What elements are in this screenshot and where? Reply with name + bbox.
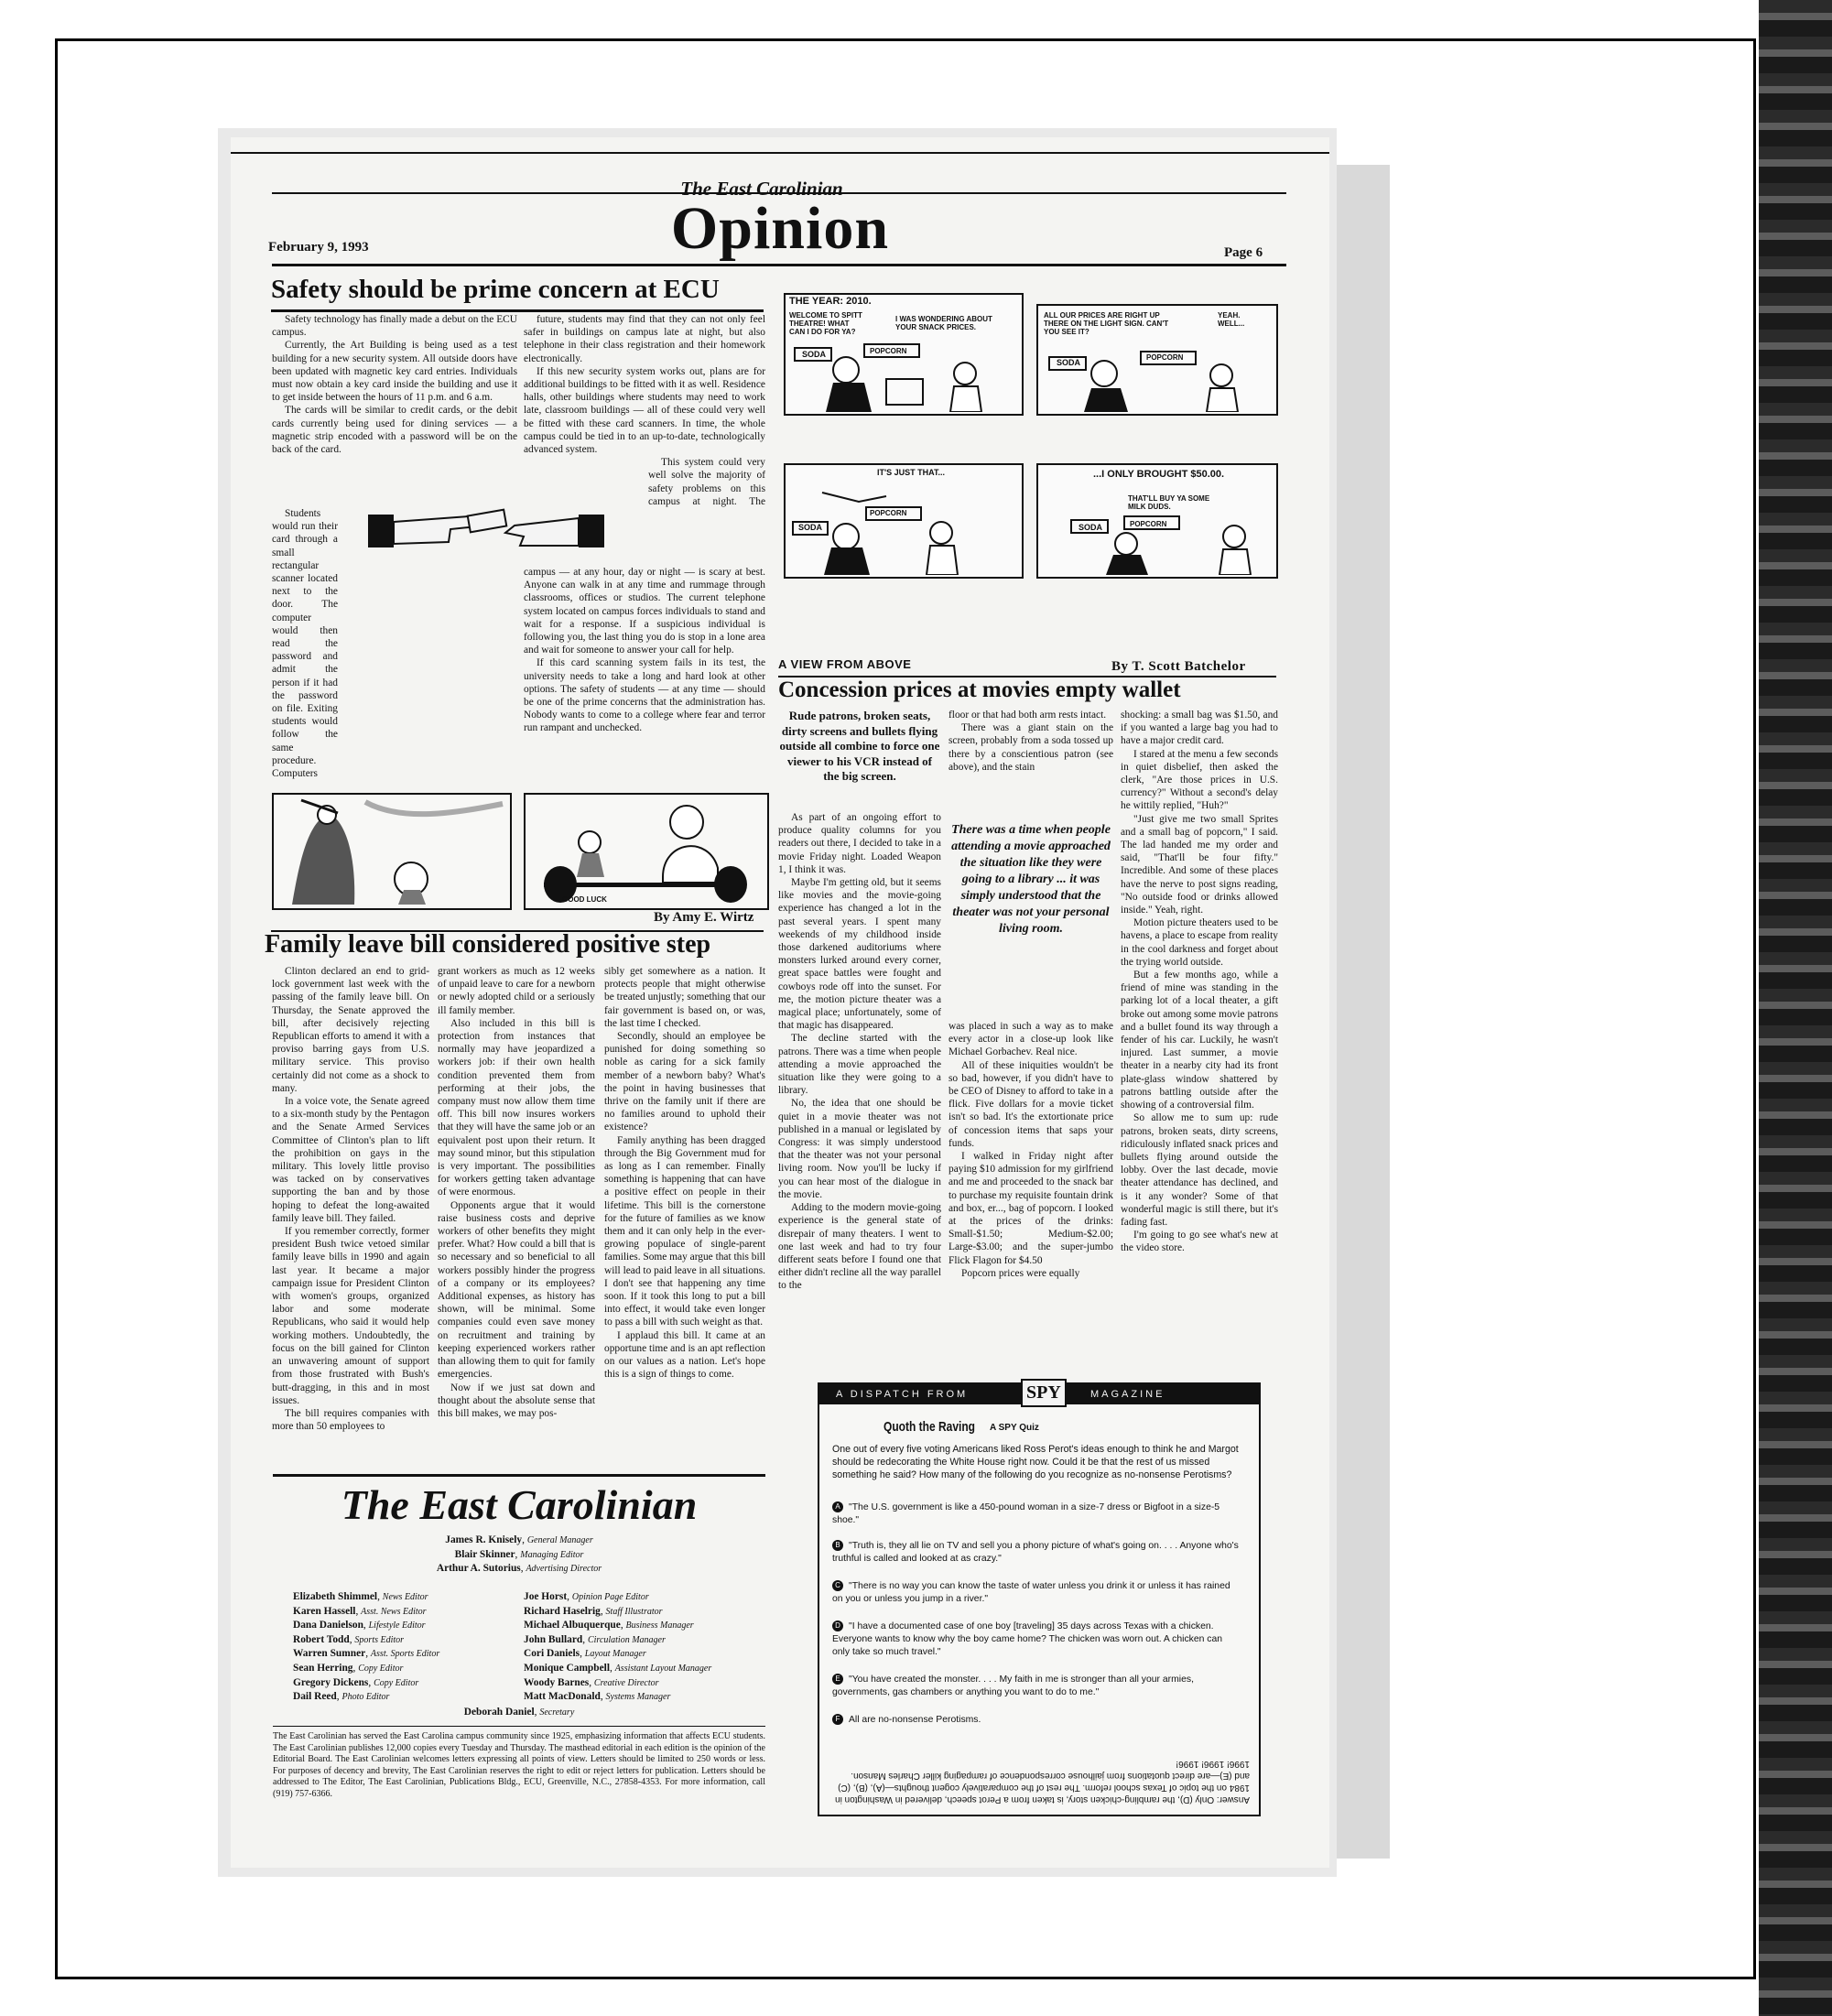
editorial-col2 [524,313,765,507]
comic-panel-2 [1036,304,1278,416]
item-text: "I have a documented case of one boy [traveling] 35 days across Texas with a chicken. Everyone wants to know why the boy came home? The chicken was worn out. A chicken can only take so much travel." [832,1621,1223,1657]
paragraph: This system could very well solve the majority of safety problems on this campus at night. The [648,457,765,507]
flag: The East Carolinian [680,178,843,200]
paragraph: In a voice vote, the Senate agreed to a six-month study by the Pentagon and the Senate Armed Services Committee of Clinton's plan to lift the prohibition on gays in the military. This lovely little proviso was tacked on by conservatives supporting the ban and by those hoping to defeat the long-awaited family leave bill. They failed. [272,1096,429,1224]
paragraph: Secondly, should an employee be punished for doing something so noble as caring for a sick family member of a newborn baby? What's the point in having businesses that thrive on the family unit if there are no families around to uphold their existence? [604,1031,765,1133]
paragraph: I walked in Friday night after paying $10 admission for my girlfriend and me and proceeded to the snack bar to purchase my requisite fountain drink and box, er..., bag of popcorn. I looked at the prices of the drinks: Small-$1.50; Medium-$2.00; Large-$3.00; and the super-jumbo Flick Flagon for $4.50 [949,1151,1113,1266]
staff-entry: Dana Danielson, Lifestyle Editor [293,1620,426,1631]
masthead-bottom: Deborah Daniel, Secretary [463,1707,575,1718]
staff-role: Staff Illustrator [605,1606,663,1617]
staff-role: Business Manager [625,1620,694,1631]
item-letter: C [832,1580,843,1591]
staff-name: Robert Todd [293,1633,350,1645]
staff-entry: Matt MacDonald, Systems Manager [524,1691,671,1703]
sleeve-right [579,515,604,547]
speech-bubble: THAT'LL BUY YA SOME MILK DUDS. [1128,494,1210,511]
speech-bubble: YEAH. WELL... [1218,311,1245,328]
family-headline: Family leave bill considered positive step [265,930,711,959]
editorial-rule [271,309,764,312]
staff-name: Warren Sumner [293,1648,366,1660]
paragraph: The decline started with the patrons. There was a time when people attending a movie approached the situation like they were going to a library. [778,1033,941,1097]
paragraph: So allow me to sum up: rude patrons, broken seats, dirty screens, ridiculously inflated snack prices and bullets flying around outside the lobby. Over the last decade, movie theater attendance has declined, and is it any wonder? Some of that wonderful magic is still there, but it's fading fast. [1121,1112,1278,1228]
comic-caption: THE YEAR: 2010. [789,296,872,307]
column-deck: Rude patrons, broken seats, dirty screens and bullets flying outside all combine to force one viewer to his VCR instead of the big screen. [779,709,940,783]
staff-entry: Dail Reed, Photo Editor [293,1691,390,1703]
comic-panel-3 [784,463,1024,579]
paragraph: No, the idea that one should be quiet in a movie theater was not published in a manual or legislated by Congress: it was simply understood that the theater was not your personal living room. Now you'll be lucky if you can hear most of the dialogue in the movie. [778,1098,941,1200]
staff-role: Photo Editor [341,1692,390,1703]
paragraph: I'm going to go see what's new at the video store. [1121,1230,1278,1254]
speech-bubble: IT'S JUST THAT... [877,468,945,477]
comic-art [786,489,1018,575]
item-text: "There is no way you can know the taste of water unless you drink it or unless it has rained on you or unless you jump in a river." [832,1581,1230,1604]
paragraph: There was a giant stain on the screen, probably from a soda tossed up there by a conscientious patron (see above), and the stain [949,722,1113,773]
column-col2a [949,709,1113,780]
paragraph: If this new security system works out, plans are for additional buildings to be fitted with it as well. Residence halls, other buildings where students may need to work late, classroom buildings — all of these could very well be fitted with these card scanners. In time, the whole campus could be tied in to an up-to-date, technologically advanced system. [524,365,765,456]
spy-answer: Answer: Only (D), the rambling-chicken story, is taken from a Perot speech, delivered in Washington in 1984 on the topic of Texas school reform. The rest of the comparatively cogent thoughts—(A), (B), (C) and (E)—are direct quotations from jailhouse correspondence of rampaging killer Charles Manson. 1996! 1996! 1996! [835,1759,1250,1805]
staff-entry: Robert Todd, Sports Editor [293,1633,405,1645]
spy-banner [819,1384,1259,1404]
family-col1 [272,965,429,1463]
column-kicker: A VIEW FROM ABOVE [778,657,912,671]
item-text: All are no-nonsense Perotisms. [849,1715,981,1725]
paragraph: Adding to the modern movie-going experience is the general state of disrepair of many theaters. I went to one last week and had to try four different seats before I found one that either didn't recline all the way parallel to the [778,1202,941,1292]
paragraph: If you remember correctly, former president Bush twice vetoed similar family leave bills in 1990 and again last year. It became a major campaign issue for President Clinton with women's groups, organized labor and some moderate Republicans, who said it would help working mothers. Undoubtedly, the focus on the bill gained for Clinton an unwavering amount of support from those frustrated with Bush's butt-dragging, in this and in most issues. [272,1226,429,1406]
staff-role: Layout Manager [584,1649,646,1660]
scan-edge [1759,0,1832,2016]
staff-name: Karen Hassell [293,1605,356,1617]
page-number: Page 6 [1224,245,1263,260]
sign-popcorn: POPCORN [870,347,907,355]
cartoon-byline: By Amy E. Wirtz [654,910,754,925]
paragraph: Motion picture theaters used to be havens, a place to escape from reality in the cool darkness and forget about the trying world outside. [1121,917,1278,968]
paragraph: campus — at any hour, day or night — is scary at best. Anyone can walk in at any time and rummage through classrooms, offices or studios. The current telephone system located on campus forces individuals to stand and wait for a response. If a suspicious individual is following you, the last thing you do is stop in a lone area and wait for someone to answer your call for help. [524,567,765,656]
staff-role: Circulation Manager [587,1634,666,1645]
speech-bubble: ...I ONLY BROUGHT $50.00. [1093,469,1225,480]
staff-name: Monique Campbell [524,1662,610,1674]
staff-name: Richard Haselrig [524,1605,601,1617]
spy-logo: SPY [1021,1379,1067,1407]
pull-quote: There was a time when people attending a movie approached the situation like they were going to a library ... it was simply understood that the theater was not your personal living room. [951,823,1111,936]
masthead-divider [273,1726,765,1727]
editorial-col2b [524,566,765,782]
sign-popcorn: POPCORN [1146,353,1184,362]
paragraph: grant workers as much as 12 weeks of unpaid leave to care for a newborn or newly adopted child or a seriously ill family member. [438,966,595,1016]
column-byline: By T. Scott Batchelor [1111,659,1246,674]
top-edge-rule [231,152,1329,154]
quiz-item [832,1674,1241,1699]
paragraph: Maybe I'm getting old, but it seems like movies and the movie-going experience has changed a lot in the past several years. I spent many weekends of my childhood inside those darkened auditoriums where monsters lurked around every corner, great space battles were fought and cowboys rode off into the sunset. For me, the motion picture theater was a magical place; unfortunately, some of that magic has disappeared. [778,877,941,1032]
column-col3 [1121,709,1278,1463]
paragraph: If this card scanning system fails in its test, the university needs to take a long and hard look at other options. The safety of students — at any time — should be one of the prime concerns that the administration has. Nobody wants to come to a college where fear and terror run rampant and unchecked. [524,657,765,734]
staff-name: Dail Reed [293,1691,337,1703]
quiz-item [832,1501,1241,1527]
staff-name: James R. Knisely [445,1534,523,1545]
staff-entry: Richard Haselrig, Staff Illustrator [524,1605,663,1617]
paragraph: Currently, the Art Building is being used as a test building for a new security system. All outside doors have been updated with magnetic key card entries. Individuals must now obtain a key card inside the building and use it to get inside between the hours of 11 p.m. and 6 a.m. [272,340,517,404]
staff-role: Copy Editor [374,1677,419,1688]
paragraph: Clinton declared an end to grid-lock government last week with the passing of the family leave bill. On Thursday, the Senate approved the bill, after decisively rejecting Republican efforts to amend it with a proviso barring gays from U.S. military service. This proviso certainly did not come as a shock to many. [272,966,429,1094]
staff-name: Joe Horst [524,1591,568,1602]
staff-entry: Woody Barnes, Creative Director [524,1676,659,1688]
comic-panel-4 [1036,463,1278,579]
staff-name: Elizabeth Shimmel [293,1591,378,1602]
staff-entry: Elizabeth Shimmel, News Editor [293,1591,428,1602]
item-letter: B [832,1540,843,1551]
staff-name: Cori Daniels [524,1648,580,1660]
staff-name: Gregory Dickens [293,1676,369,1688]
staff-entry: Warren Sumner, Asst. Sports Editor [293,1648,440,1660]
cartoon-art [274,795,510,908]
paragraph: future, students may find that they can not only feel safer in buildings on campus late at night, but also telephone in their class registration and their homework electronically. [524,314,765,364]
family-col2 [438,965,595,1463]
quiz-item [832,1714,1241,1727]
staff-entry: John Bullard, Circulation Manager [524,1633,666,1645]
sign-soda: SODA [1057,358,1081,367]
staff-entry: Gregory Dickens, Copy Editor [293,1676,419,1688]
editorial-col1b [272,507,517,782]
staff-role: Assistant Layout Manager [614,1663,712,1674]
paragraph: Students would run their card through a small rectangular scanner located next to the door. The computer would then read the password and admit the person if it had the password on file. Exiting students would follow the same procedure. Computers [272,508,338,780]
staff-name: Matt MacDonald [524,1691,601,1703]
staff-entry: Monique Campbell, Assistant Layout Manager [524,1662,712,1674]
masthead-top [273,1534,765,1577]
masthead-left [293,1590,522,1705]
masthead-right [524,1590,765,1705]
paragraph: was placed in such a way as to make every actor in a close-up look like Michael Gorbachev. Real nice. [949,1021,1113,1058]
spy-bar-left: A DISPATCH FROM [836,1389,969,1400]
quiz-item [832,1540,1241,1566]
comic-panel-1 [784,293,1024,416]
paragraph: Popcorn prices were equally [961,1267,1080,1279]
staff-name: Dana Danielson [293,1620,363,1631]
paragraph: But a few months ago, while a friend of mine was standing in the parking lot of a local theater, a gift broke out among some movie patrons and a bullet found its way through a fender of his car. Luckily, he wasn't injured. Last summer, a movie theater in a nearby city had its front plate-glass window shattered by patrons battling outside after the showing of a controversial film. [1121,970,1278,1111]
paragraph: Also included in this bill is protection from instances that normally may have jeopardized a workers job: if their own health condition prevented them from performing at their jobs, the company must now allow them time off. This bill now insures workers that they will have the same job or an equivalent post upon their return. It may sound minor, but this stipulation is very important. The possibilities for workers getting taken advantage of were enormous. [438,1017,595,1198]
quiz-item [832,1620,1241,1659]
cartoon-art [526,795,767,908]
spy-title: Quoth the Raving [883,1419,975,1435]
staff-name: Arthur A. Sutorius [436,1563,521,1575]
staff-role: Creative Director [593,1677,659,1688]
newspaper-page [231,137,1329,1868]
issue-date: February 9, 1993 [268,240,369,255]
staff-role: Lifestyle Editor [368,1620,426,1631]
sign-soda: SODA [1079,523,1103,532]
comic-art [1038,509,1273,575]
paragraph: The cards will be similar to credit cards, or the debit cards currently being used for dining services — a magnetic strip encoded with a password will be on the back of the card. [272,405,517,456]
sign-popcorn: POPCORN [1130,520,1167,528]
sign-soda: SODA [798,523,823,532]
paragraph: All of these iniquities wouldn't be so bad, however, if you didn't have to be CEO of Disney to afford to take in a flick. Five dollars for a movie ticket isn't so bad. It's the extortionate price of concession items that saps your funds. [949,1059,1113,1149]
masthead-box [273,1474,765,1825]
masthead-note: The East Carolinian has served the East Carolina campus community since 1925, emphasizing information that affects ECU students. The East Carolinian publishes 12,000 copies every Tuesday and Thursday. The masthead editorial in each edition is the opinion of the Editorial Board. The East Carolinian welcomes letters expressing all points of view. Letters should be limited to 250 words or less. For purposes of decency and brevity, The East Carolinian reserves the right to edit or reject letters for publication. Letters should be addressed to The Editor, The East Carolinian, Publications Bldg., ECU, Greenville, N.C., 27858-4353. For more information, call (919) 757-6366. [273,1731,765,1799]
paragraph: I stared at the menu a few seconds in quiet disbelief, then asked the clerk, "Are those prices in U.S. currency?" Without a second's delay he wittily replied, "Huh?" [1121,748,1278,812]
paragraph: Now if we just sat down and thought about the absolute sense that this bill makes, we may pos- [438,1382,595,1419]
staff-entry: Joe Horst, Opinion Page Editor [524,1591,649,1602]
staff-entry: Michael Albuquerque, Business Manager [524,1620,694,1631]
item-text: "Truth is, they all lie on TV and sell you a phony picture of what's going on. . . . Anyone who's truthful is called and looked at as crazy." [832,1541,1239,1564]
paragraph: sibly get somewhere as a nation. It protects people that might otherwise be treated unjustly; something that our fair government is based on, or was, the last time I checked. [604,966,765,1029]
header-bottom-rule [272,264,1286,266]
item-text: "You have created the monster. . . . My faith in me is stronger than all your armies, governments, gas chambers or anything you want to do to me." [832,1675,1194,1697]
staff-role: Systems Manager [605,1692,671,1703]
staff-entry: James R. Knisely, General Manager [445,1534,593,1545]
paragraph: Opponents argue that it would raise business costs and deprive workers of other benefits they might prefer. What? How could a bill that is so necessary and so beneficial to all workers possibly hinder the progress of a company or its employees? Additional expenses, as history has shown, will be minimal. Some companies could even save money on recruitment and training by keeping experienced workers rather than allowing them to quit for family emergencies. [438,1199,595,1381]
masthead-title: The East Carolinian [341,1481,698,1528]
spy-quiz-box [818,1382,1261,1816]
paragraph: As part of an ongoing effort to produce quality columns for you readers out there, I decided to take in a movie Friday night. Loaded Weapon 1, I think it was. [778,812,941,875]
paragraph: I applaud this bill. It came at an opportune time and is an apt reflection on our values as a nation. Let's hope this is a sign of things to come. [604,1329,765,1381]
editorial-cartoon-left [272,793,512,910]
staff-entry: Blair Skinner, Managing Editor [454,1548,584,1560]
staff-name: Michael Albuquerque [524,1620,621,1631]
spy-bar-right: MAGAZINE [1090,1389,1165,1400]
family-col3 [604,965,765,1463]
staff-name: Deborah Daniel [463,1707,535,1718]
staff-role: Asst. News Editor [361,1606,427,1617]
paragraph: Family anything has been dragged through the Big Government mud for as long as I can remember. Finally something is happening that can have a positive effect on people in their lifetime. This bill is the cornerstone for the future of families as we know them and it can only help in the ever-growing populace of single-parent families. Some may argue that this bill will lead to paid leave in all situations. I don't see that happening any time soon. If it took this long to put a bill into effect, it would take even longer to pass a bill with such weight as that. [604,1134,765,1328]
item-letter: A [832,1501,843,1512]
scan-backing-right [1337,165,1390,1859]
staff-role: Managing Editor [520,1549,584,1560]
staff-name: John Bullard [524,1633,583,1645]
staff-role: Copy Editor [358,1663,404,1674]
paragraph: shocking: a small bag was $1.50, and if you wanted a large bag you had to have a major credit card. [1121,710,1278,747]
paragraph: floor or that had both arm rests intact. [949,710,1107,721]
column-col1 [778,811,941,1463]
item-text: "The U.S. government is like a 450-pound woman in a size-7 dress or Bigfoot in a size-5 shoe." [832,1502,1220,1525]
item-letter: D [832,1620,843,1631]
staff-role: General Manager [526,1535,593,1545]
paragraph: Safety technology has finally made a debut on the ECU campus. [272,314,517,339]
staff-role: Asst. Sports Editor [370,1649,440,1660]
staff-entry: Cori Daniels, Layout Manager [524,1648,646,1660]
sign-soda: SODA [802,350,827,359]
editorial-col1 [272,313,517,507]
item-letter: F [832,1714,843,1725]
staff-role: Advertising Director [526,1564,602,1575]
editorial-headline: Safety should be prime concern at ECU [271,275,720,304]
staff-name: Woody Barnes [524,1676,590,1688]
paragraph: The bill requires companies with more than 50 employees to [272,1407,429,1433]
spy-intro: One out of every five voting Americans liked Ross Perot's ideas enough to think he and Margot should be redecorating the White House right now. Could it be that the rest of us missed something he said? How many of the following do you recognize as no-nonsense Perotisms? [832,1444,1239,1480]
staff-role: Opinion Page Editor [571,1592,649,1602]
staff-name: Sean Herring [293,1662,353,1674]
editorial-cartoon-right [524,793,769,910]
paragraph: "Just give me two small Sprites and a small bag of popcorn," I said. The lad handed me my order and said, "That'll be four fifty." Incredible. And some of these places have the nerve to post signs reading, "No outside food or drinks allowed inside." Yeah, right. [1121,813,1278,916]
staff-entry: Karen Hassell, Asst. News Editor [293,1605,427,1617]
quiz-item [832,1580,1241,1606]
staff-name: Blair Skinner [454,1548,515,1560]
column-headline: Concession prices at movies empty wallet [778,677,1181,702]
staff-entry: Arthur A. Sutorius, Advertising Director [436,1563,602,1575]
staff-role: News Editor [382,1592,428,1602]
speech-bubble: ALL OUR PRICES ARE RIGHT UP THERE ON THE LIGHT SIGN. CAN'T YOU SEE IT? [1044,311,1169,336]
speech-bubble: I WAS WONDERING ABOUT YOUR SNACK PRICES. [895,315,992,331]
item-letter: E [832,1674,843,1685]
spy-subtitle: A SPY Quiz [990,1423,1039,1433]
section-title: Opinion [670,195,890,262]
sign-popcorn: POPCORN [870,509,907,517]
cartoon-caption: GOOD LUCK [562,895,607,904]
staff-entry: Sean Herring, Copy Editor [293,1662,404,1674]
speech-bubble: WELCOME TO SPITT THEATRE! WHAT CAN I DO FOR YA? [789,311,862,336]
staff-role: Secretary [539,1707,575,1718]
staff-role: Sports Editor [354,1634,405,1645]
